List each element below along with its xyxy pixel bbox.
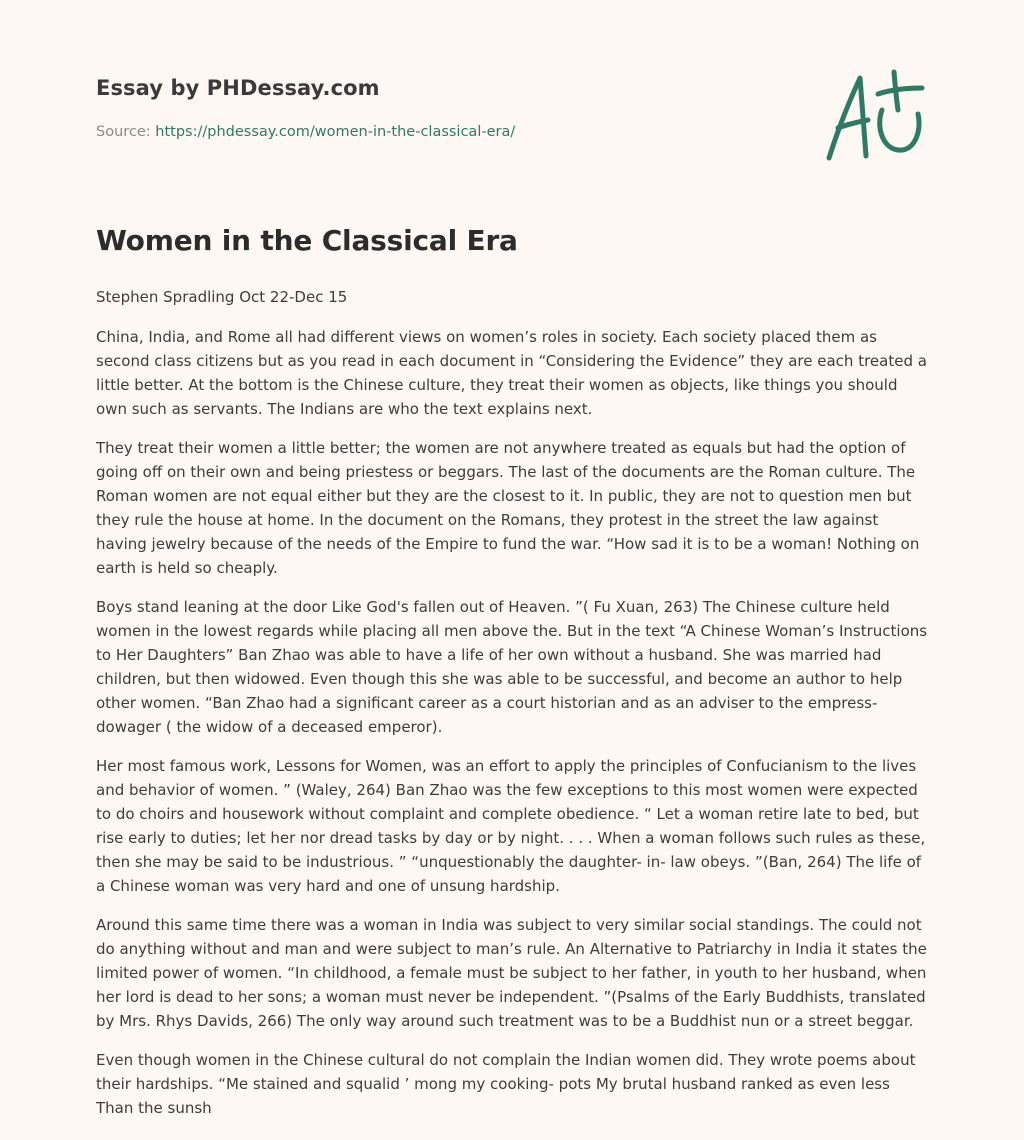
essay-header bbox=[96, 76, 928, 140]
essay-paragraph: Even though women in the Chinese cultural do not complain the Indian women did. They wrote poems about their hardships. “Me stained and squalid ’ mong my cooking- pots My brutal husband ranked as even less Than the sunsh bbox=[96, 1051, 916, 1117]
site-title: Essay by PHDessay.com bbox=[96, 76, 380, 100]
essay-paragraph: China, India, and Rome all had different views on women’s roles in society. Each society placed them as second class citizens but as you read in each document in “Considering the Evidence” they are each treated a little better. At the bottom is the Chinese culture, they treat their women as objects, like things you should own such as servants. The Indians are who the text explains next. bbox=[96, 328, 927, 418]
essay-title: Women in the Classical Era bbox=[96, 224, 518, 257]
essay-paragraph: Around this same time there was a woman in India was subject to very similar social standings. The could not do anything without and man and were subject to man’s rule. An Alternative to Patriarchy in India it states the limited power of women. “In childhood, a female must be subject to her father, in youth to her husband, when her lord is dead to her sons; a woman must never be independent. ”(Psalms of the Early Buddhists, translated by Mrs. Rhys Davids, 266) The only way around such treatment was to be a Buddhist nun or a street beggar. bbox=[96, 916, 927, 1030]
source-label: Source: bbox=[96, 124, 151, 140]
essay-paragraph: Her most famous work, Lessons for Women, was an effort to apply the principles of Confucianism to the lives and behavior of women. ” (Waley, 264) Ban Zhao was the few exceptions to this most women were expected to do choirs and housework without complaint and complete obedience. “ Let a woman retire late to bed, but rise early to duties; let her nor dread tasks by day or by night. . . . When a woman follows such rules as these, then she may be said to be industrious. ” “unquestionably the daughter- in- law obeys. ”(Ban, 264) The life of a Chinese woman was very hard and one of unsung hardship. bbox=[96, 757, 926, 895]
source-line bbox=[96, 124, 515, 140]
essay-paragraph: Boys stand leaning at the door Like God's fallen out of Heaven. ”( Fu Xuan, 263) The Chinese culture held women in the lowest regards while placing all men above the. But in the text “A Chinese Woman’s Instructions to Her Daughters” Ban Zhao was able to have a life of her own without a husband. She was married had children, but then widowed. Even though this she was able to be successful, and become an author to help other women. “Ban Zhao had a significant career as a court historian and as an adviser to the empress- dowager ( the widow of a deceased emperor). bbox=[96, 598, 928, 736]
essay-body bbox=[96, 325, 932, 1135]
a-plus-icon bbox=[822, 68, 926, 164]
essay-byline: Stephen Spradling Oct 22-Dec 15 bbox=[96, 288, 348, 306]
essay-paragraph: They treat their women a little better; the women are not anywhere treated as equals but had the option of going off on their own and being priestess or beggars. The last of the documents are the Roman culture. The Roman women are not equal either but they are the closest to it. In public, they are not to question men but they rule the house at home. In the document on the Romans, they protest in the street the law against having jewelry because of the needs of the Empire to fund the war. “How sad it is to be a woman! Nothing on earth is held so cheaply. bbox=[96, 439, 920, 577]
source-link[interactable]: https://phdessay.com/women-in-the-classical-era/ bbox=[155, 124, 516, 140]
